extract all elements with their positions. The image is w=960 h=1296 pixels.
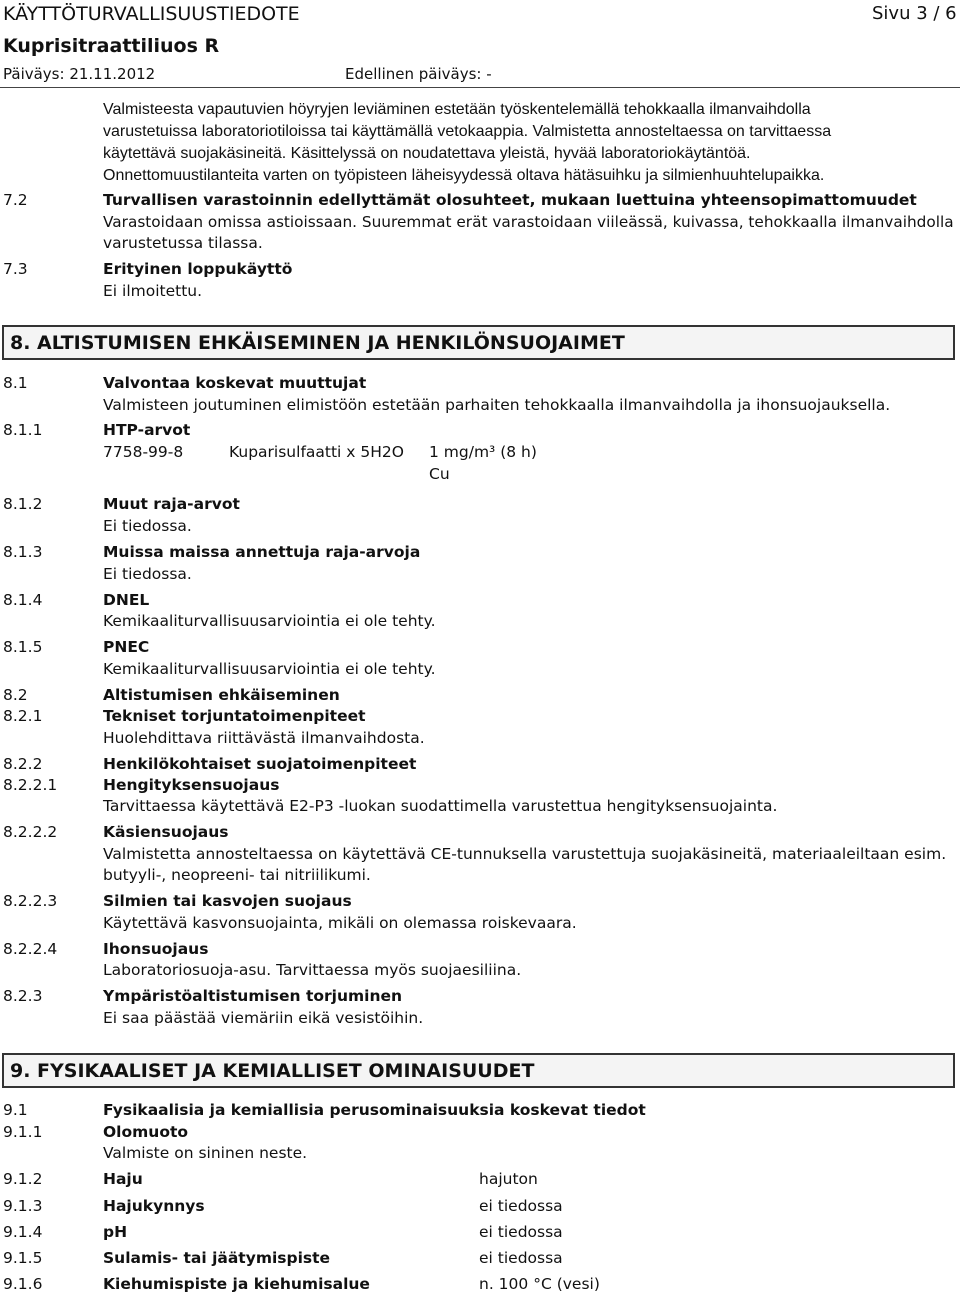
property-value: n. 100 °C (vesi) (479, 1275, 600, 1293)
property-name: Haju (103, 1170, 143, 1188)
property-name: pH (103, 1223, 128, 1241)
section-text: Käytettävä kasvonsuojainta, mikäli on olemassa roiskevaara. (103, 914, 577, 932)
section-text: Kemikaaliturvallisuusarviointia ei ole tehty. (103, 612, 436, 630)
section-number: 8.2.3 (3, 987, 43, 1005)
section-9-heading (2, 1053, 955, 1088)
section-title: HTP-arvot (103, 421, 191, 439)
section-title: PNEC (103, 638, 150, 656)
section-text: Ei saa päästää viemäriin eikä vesistöihin. (103, 1009, 424, 1027)
section-title: Tekniset torjuntatoimenpiteet (103, 707, 366, 725)
section-text: Huolehdittava riittävästä ilmanvaihdosta. (103, 729, 425, 747)
section-text: Varastoidaan omissa astioissaan. Suuremmat erät varastoidaan viileässä, kuivassa, tehokkaalla ilmanvaihdolla (103, 213, 954, 231)
section-number: 8.2.2 (3, 755, 43, 773)
section-text: Ei ilmoitettu. (103, 282, 203, 300)
section-number: 7.3 (3, 260, 28, 278)
section-number: 8.2.2.4 (3, 940, 58, 958)
section-title: Olomuoto (103, 1123, 189, 1141)
section-title: Ihonsuojaus (103, 940, 209, 958)
section-title: Muut raja-arvot (103, 495, 240, 513)
s7-text-line: varustetuissa laboratoriotiloissa tai käyttämällä vetokaappia. Valmistetta annosteltaessa on tarvittaessa (103, 123, 832, 140)
section-text: Ei tiedossa. (103, 517, 192, 535)
property-value: ei tiedossa (479, 1249, 563, 1267)
section-text: Laboratoriosuoja-asu. Tarvittaessa myös suojaesiliina. (103, 961, 522, 979)
section-title: Henkilökohtaiset suojatoimenpiteet (103, 755, 417, 773)
section-number: 9.1 (3, 1101, 28, 1119)
property-number: 9.1.2 (3, 1170, 43, 1188)
section-number: 7.2 (3, 191, 28, 209)
section-text: Tarvittaessa käytettävä E2-P3 -luokan suodattimella varustettua hengityksensuojainta. (103, 797, 778, 815)
section-number: 8.2.1 (3, 707, 43, 725)
section-title: DNEL (103, 591, 150, 609)
section-title: Ympäristöaltistumisen torjuminen (103, 987, 403, 1005)
section-text: Ei tiedossa. (103, 565, 192, 583)
section-title: Muissa maissa annettuja raja-arvoja (103, 543, 421, 561)
section-number: 8.1.5 (3, 638, 43, 656)
section-title: Erityinen loppukäyttö (103, 260, 293, 278)
s7-text-line: Valmisteesta vapautuvien höyryjen leviäminen estetään työskentelemällä tehokkaalla ilmanvaihdolla (103, 101, 811, 118)
section-number: 8.2 (3, 686, 28, 704)
section-heading-text: 9. FYSIKAALISET JA KEMIALLISET OMINAISUUDET (10, 1060, 535, 1082)
property-value: ei tiedossa (479, 1197, 563, 1215)
property-number: 9.1.3 (3, 1197, 43, 1215)
property-number: 9.1.4 (3, 1223, 43, 1241)
property-name: Kiehumispiste ja kiehumisalue (103, 1275, 370, 1293)
section-text: butyyli-, neopreeni- tai nitriilikumi. (103, 866, 371, 884)
section-title: Silmien tai kasvojen suojaus (103, 892, 352, 910)
header-divider (0, 87, 960, 88)
section-title: Turvallisen varastoinnin edellyttämät olosuhteet, mukaan luettuina yhteensopimattomuudet (103, 191, 917, 209)
property-name: Sulamis- tai jäätymispiste (103, 1249, 331, 1267)
section-text: Kemikaaliturvallisuusarviointia ei ole tehty. (103, 660, 436, 678)
section-number: 8.2.2.1 (3, 776, 58, 794)
property-value: hajuton (479, 1170, 538, 1188)
property-number: 9.1.5 (3, 1249, 43, 1267)
s7-text-line: Onnettomuustilanteita varten on työpisteen läheisyydessä oltava hätäsuihku ja silmienhuuhtelupaikka. (103, 167, 825, 184)
page-number: Sivu 3 / 6 (872, 3, 957, 24)
section-title: Hengityksensuojaus (103, 776, 280, 794)
s7-text-line: käytettävä suojakäsineitä. Käsittelyssä on noudatettava yleistä, hyvää laboratoriokäytäntöä. (103, 145, 751, 162)
section-title: Käsiensuojaus (103, 823, 229, 841)
section-title: Valvontaa koskevat muuttujat (103, 374, 367, 392)
section-number: 8.2.2.3 (3, 892, 58, 910)
issue-date: Päiväys: 21.11.2012 (3, 65, 156, 83)
section-title: Altistumisen ehkäiseminen (103, 686, 340, 704)
section-text: Valmisteen joutuminen elimistöön estetään parhaiten tehokkaalla ilmanvaihdolla ja ihonsuojauksella. (103, 396, 891, 414)
section-title: Fysikaalisia ja kemiallisia perusominaisuuksia koskevat tiedot (103, 1101, 646, 1119)
property-name: Hajukynnys (103, 1197, 205, 1215)
document-title: KÄYTTÖTURVALLISUUSTIEDOTE (3, 3, 300, 25)
section-number: 8.2.2.2 (3, 823, 58, 841)
section-number: 8.1.1 (3, 421, 43, 439)
property-number: 9.1.6 (3, 1275, 43, 1293)
property-value: ei tiedossa (479, 1223, 563, 1241)
previous-date: Edellinen päiväys: - (345, 65, 492, 83)
section-text: Valmistetta annosteltaessa on käytettävä CE-tunnuksella varustettuja suojakäsineitä, materiaaleiltaan esim. (103, 845, 947, 863)
htp-cas-number: 7758-99-8 (103, 443, 184, 461)
htp-element: Cu (429, 465, 450, 483)
htp-substance: Kuparisulfaatti x 5H2O (229, 443, 404, 461)
section-number: 9.1.1 (3, 1123, 43, 1141)
section-text: Valmiste on sininen neste. (103, 1144, 308, 1162)
section-8-heading (2, 325, 955, 360)
product-name: Kuprisitraattiliuos R (3, 35, 220, 57)
section-number: 8.1.2 (3, 495, 43, 513)
section-text: varustetussa tilassa. (103, 234, 263, 252)
htp-value: 1 mg/m³ (8 h) (429, 443, 537, 461)
section-number: 8.1 (3, 374, 28, 392)
section-number: 8.1.3 (3, 543, 43, 561)
section-heading-text: 8. ALTISTUMISEN EHKÄISEMINEN JA HENKILÖNSUOJAIMET (10, 332, 625, 354)
section-number: 8.1.4 (3, 591, 43, 609)
